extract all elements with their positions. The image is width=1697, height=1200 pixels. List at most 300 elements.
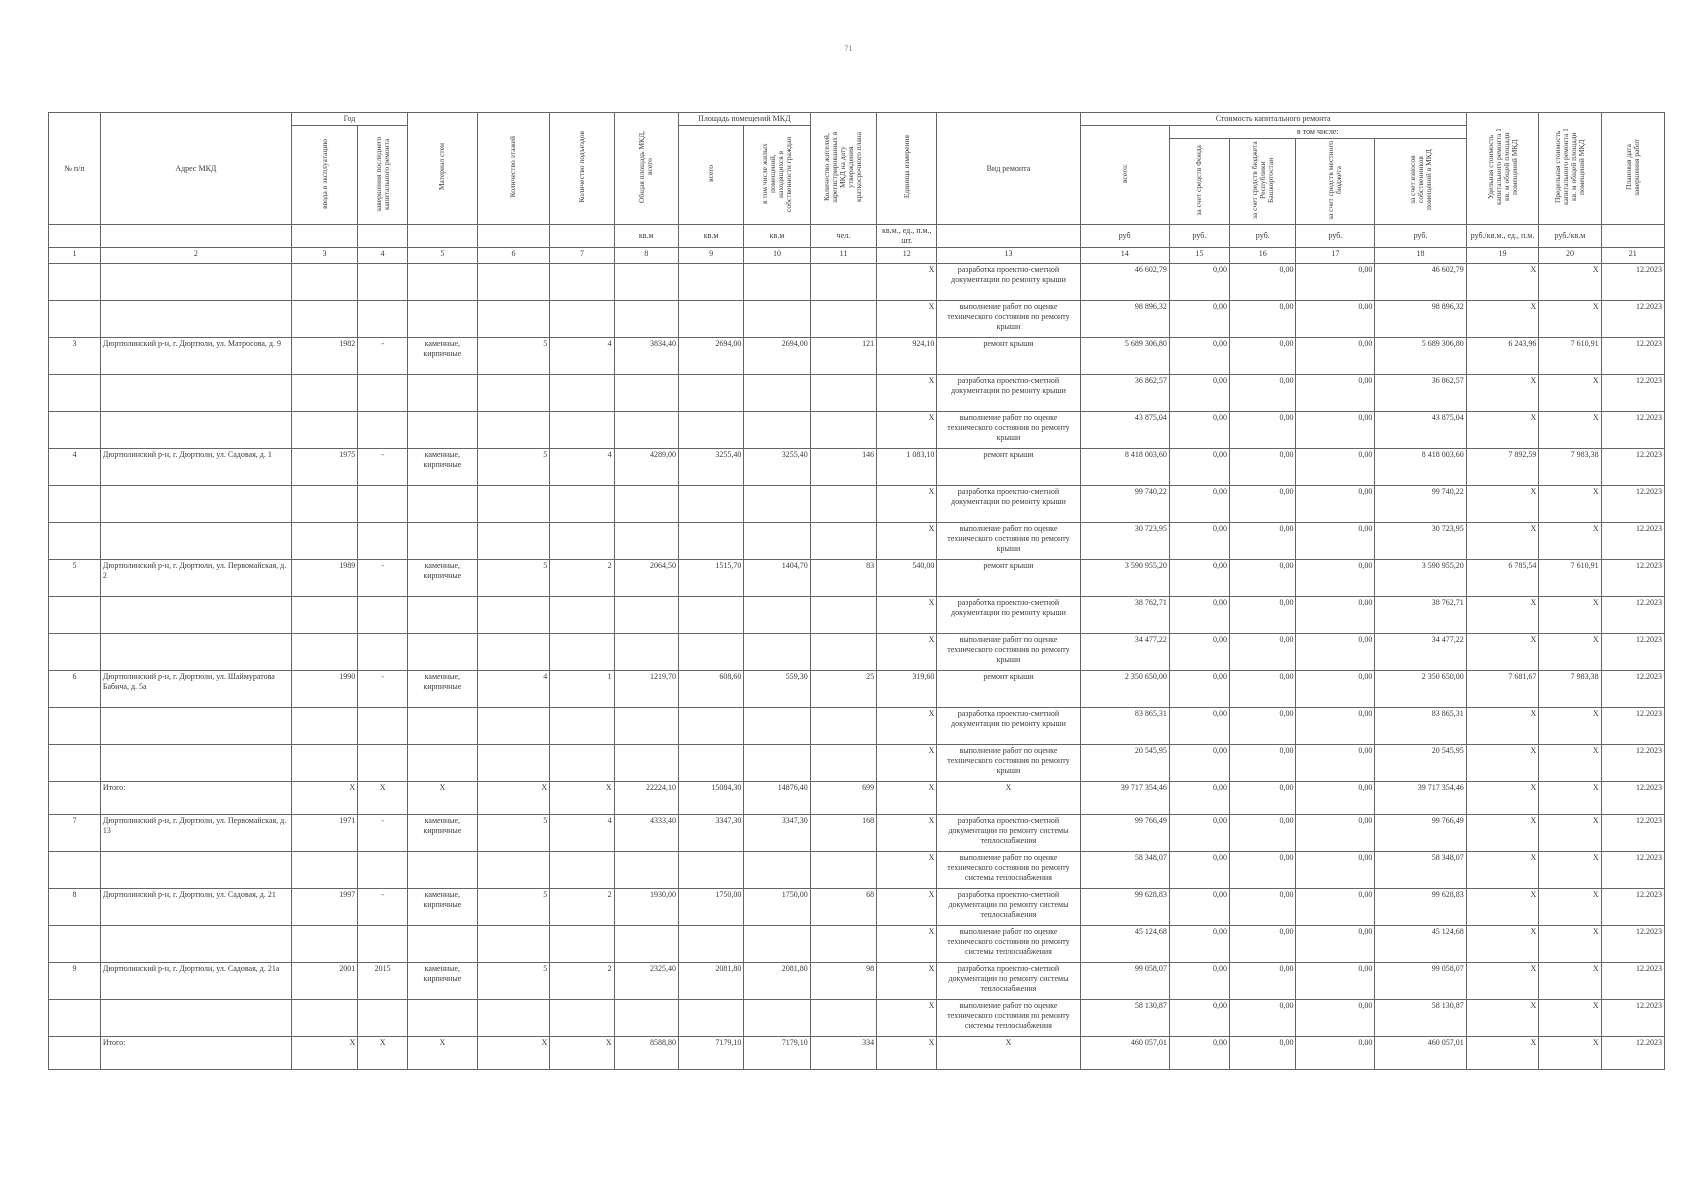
total-area-cell bbox=[614, 1000, 678, 1037]
plan-date-cell: 12.2023 bbox=[1601, 486, 1664, 523]
cost-local-cell: 0,00 bbox=[1296, 926, 1375, 963]
unit-cell: X bbox=[877, 963, 937, 1000]
area-all-cell bbox=[678, 412, 743, 449]
cost-fund-cell: 0,00 bbox=[1169, 412, 1229, 449]
cost-total-cell: 38 762,71 bbox=[1080, 597, 1169, 634]
address-cell bbox=[100, 745, 291, 782]
cost-republic-cell: 0,00 bbox=[1230, 782, 1296, 815]
table-row bbox=[49, 926, 1665, 963]
area-all-cell: 1750,00 bbox=[678, 889, 743, 926]
residents-cell bbox=[810, 926, 876, 963]
max-cost-cell: X bbox=[1539, 264, 1601, 301]
row-number-cell: 6 bbox=[49, 671, 101, 708]
area-all-cell bbox=[678, 745, 743, 782]
cost-owners-cell: 8 418 003,60 bbox=[1375, 449, 1466, 486]
work-type-cell: выполнение работ по оценке технического состояния по ремонту системы теплоснабжения bbox=[937, 852, 1080, 889]
area-all-cell bbox=[678, 264, 743, 301]
total-area-cell: 4289,00 bbox=[614, 449, 678, 486]
header-no: № п/п bbox=[49, 113, 101, 225]
header-cost-total: всего: bbox=[1080, 126, 1169, 225]
cost-total-cell: 58 348,07 bbox=[1080, 852, 1169, 889]
year-last-repair-cell: - bbox=[358, 449, 408, 486]
entrances-cell: X bbox=[550, 1037, 614, 1070]
floors-cell bbox=[477, 597, 550, 634]
cost-total-cell: 99 766,49 bbox=[1080, 815, 1169, 852]
plan-date-cell: 12.2023 bbox=[1601, 708, 1664, 745]
total-area-cell: 8588,80 bbox=[614, 1037, 678, 1070]
unit-cost-cell: X bbox=[1466, 708, 1539, 745]
unit-cell: руб./кв.м bbox=[1539, 225, 1601, 248]
max-cost-cell: X bbox=[1539, 375, 1601, 412]
entrances-cell: 4 bbox=[550, 449, 614, 486]
wall-material-cell bbox=[408, 852, 478, 889]
unit-cell: X bbox=[877, 708, 937, 745]
unit-cell: руб. bbox=[1375, 225, 1466, 248]
unit-cell: кв.м., ед., п.м., шт. bbox=[877, 225, 937, 248]
floors-cell bbox=[477, 745, 550, 782]
total-area-cell bbox=[614, 745, 678, 782]
cost-owners-cell: 34 477,22 bbox=[1375, 634, 1466, 671]
unit-cell: чел. bbox=[810, 225, 876, 248]
cost-fund-cell: 0,00 bbox=[1169, 560, 1229, 597]
row-number-cell bbox=[49, 375, 101, 412]
area-residential-cell bbox=[744, 375, 810, 412]
work-type-cell: разработка проектно-сметной документации по ремонту крыши bbox=[937, 375, 1080, 412]
plan-date-cell: 12.2023 bbox=[1601, 597, 1664, 634]
year-commission-cell bbox=[291, 301, 357, 338]
residents-cell: 68 bbox=[810, 889, 876, 926]
cost-fund-cell: 0,00 bbox=[1169, 375, 1229, 412]
address-cell bbox=[100, 852, 291, 889]
cost-total-cell: 3 590 955,20 bbox=[1080, 560, 1169, 597]
entrances-cell bbox=[550, 264, 614, 301]
cost-total-cell: 36 862,57 bbox=[1080, 375, 1169, 412]
table-row bbox=[49, 634, 1665, 671]
plan-date-cell: 12.2023 bbox=[1601, 815, 1664, 852]
year-last-repair-cell bbox=[358, 486, 408, 523]
cost-local-cell: 0,00 bbox=[1296, 597, 1375, 634]
unit-cell: X bbox=[877, 264, 937, 301]
area-residential-cell bbox=[744, 412, 810, 449]
entrances-cell bbox=[550, 597, 614, 634]
entrances-cell bbox=[550, 523, 614, 560]
column-numbers-row bbox=[49, 248, 1665, 264]
plan-date-cell: 12.2023 bbox=[1601, 745, 1664, 782]
wall-material-cell bbox=[408, 1000, 478, 1037]
floors-cell bbox=[477, 264, 550, 301]
table-row bbox=[49, 375, 1665, 412]
address-cell bbox=[100, 926, 291, 963]
floors-cell: 5 bbox=[477, 338, 550, 375]
wall-material-cell bbox=[408, 745, 478, 782]
cost-local-cell: 0,00 bbox=[1296, 301, 1375, 338]
cost-owners-cell: 46 602,79 bbox=[1375, 264, 1466, 301]
column-number-cell: 7 bbox=[550, 248, 614, 264]
floors-cell bbox=[477, 926, 550, 963]
max-cost-cell: 7 983,38 bbox=[1539, 449, 1601, 486]
total-area-cell bbox=[614, 634, 678, 671]
cost-local-cell: 0,00 bbox=[1296, 889, 1375, 926]
column-number-cell: 4 bbox=[358, 248, 408, 264]
row-number-cell bbox=[49, 486, 101, 523]
address-cell bbox=[100, 708, 291, 745]
area-all-cell: 1515,70 bbox=[678, 560, 743, 597]
table-row bbox=[49, 560, 1665, 597]
cost-republic-cell: 0,00 bbox=[1230, 708, 1296, 745]
max-cost-cell: X bbox=[1539, 708, 1601, 745]
area-all-cell bbox=[678, 301, 743, 338]
row-number-cell bbox=[49, 852, 101, 889]
cost-total-cell: 98 896,32 bbox=[1080, 301, 1169, 338]
unit-cost-cell: X bbox=[1466, 889, 1539, 926]
wall-material-cell: каменные, кирпичные bbox=[408, 889, 478, 926]
floors-cell: 5 bbox=[477, 963, 550, 1000]
year-last-repair-cell: 2015 bbox=[358, 963, 408, 1000]
year-last-repair-cell bbox=[358, 375, 408, 412]
max-cost-cell: X bbox=[1539, 597, 1601, 634]
entrances-cell: 4 bbox=[550, 815, 614, 852]
plan-date-cell: 12.2023 bbox=[1601, 1000, 1664, 1037]
cost-fund-cell: 0,00 bbox=[1169, 264, 1229, 301]
cost-total-cell: 99 628,83 bbox=[1080, 889, 1169, 926]
column-number-cell: 18 bbox=[1375, 248, 1466, 264]
area-residential-cell: 1750,00 bbox=[744, 889, 810, 926]
column-number-cell: 1 bbox=[49, 248, 101, 264]
residents-cell bbox=[810, 597, 876, 634]
entrances-cell: 1 bbox=[550, 671, 614, 708]
unit-cell: X bbox=[877, 926, 937, 963]
total-area-cell bbox=[614, 412, 678, 449]
residents-cell bbox=[810, 486, 876, 523]
residents-cell bbox=[810, 708, 876, 745]
year-last-repair-cell bbox=[358, 745, 408, 782]
max-cost-cell: X bbox=[1539, 852, 1601, 889]
page-number: 71 bbox=[844, 44, 853, 53]
entrances-cell bbox=[550, 301, 614, 338]
unit-cost-cell: X bbox=[1466, 1037, 1539, 1070]
floors-cell: 5 bbox=[477, 889, 550, 926]
header-unit-cost: Удельная стоимость капитального ремонта 1 кв. м общей площади помещений МКД bbox=[1466, 113, 1539, 225]
total-area-cell: 2064,50 bbox=[614, 560, 678, 597]
cost-fund-cell: 0,00 bbox=[1169, 926, 1229, 963]
residents-cell: 168 bbox=[810, 815, 876, 852]
cost-local-cell: 0,00 bbox=[1296, 1037, 1375, 1070]
cost-total-cell: 2 350 650,00 bbox=[1080, 671, 1169, 708]
area-all-cell: 2081,80 bbox=[678, 963, 743, 1000]
address-cell: Итого: bbox=[100, 782, 291, 815]
work-type-cell: разработка проектно-сметной документации по ремонту системы теплоснабжения bbox=[937, 889, 1080, 926]
cost-fund-cell: 0,00 bbox=[1169, 1037, 1229, 1070]
plan-date-cell: 12.2023 bbox=[1601, 671, 1664, 708]
area-all-cell: 15084,30 bbox=[678, 782, 743, 815]
address-cell bbox=[100, 375, 291, 412]
row-number-cell bbox=[49, 708, 101, 745]
cost-total-cell: 5 689 306,80 bbox=[1080, 338, 1169, 375]
cost-owners-cell: 43 875,04 bbox=[1375, 412, 1466, 449]
cost-fund-cell: 0,00 bbox=[1169, 634, 1229, 671]
work-type-cell: X bbox=[937, 1037, 1080, 1070]
cost-fund-cell: 0,00 bbox=[1169, 597, 1229, 634]
column-number-cell: 9 bbox=[678, 248, 743, 264]
header-residents: Количество жителей, зарегистрированных в МКД на дату утверждения краткосрочного плана bbox=[810, 113, 876, 225]
column-number-cell: 10 bbox=[744, 248, 810, 264]
year-commission-cell: 1989 bbox=[291, 560, 357, 597]
unit-cell: X bbox=[877, 375, 937, 412]
cost-total-cell: 99 058,07 bbox=[1080, 963, 1169, 1000]
cost-total-cell: 8 418 003,60 bbox=[1080, 449, 1169, 486]
area-all-cell bbox=[678, 523, 743, 560]
total-area-cell bbox=[614, 926, 678, 963]
work-type-cell: ремонт крыши bbox=[937, 338, 1080, 375]
header-year-last-repair: завершения последнего капитального ремонта bbox=[358, 126, 408, 225]
wall-material-cell: каменные, кирпичные bbox=[408, 449, 478, 486]
entrances-cell: 4 bbox=[550, 338, 614, 375]
area-all-cell bbox=[678, 926, 743, 963]
table-row bbox=[49, 486, 1665, 523]
residents-cell bbox=[810, 634, 876, 671]
wall-material-cell bbox=[408, 264, 478, 301]
address-cell: Дюртюлинский р-н, г. Дюртюли, ул. Садовая, д. 21а bbox=[100, 963, 291, 1000]
cost-local-cell: 0,00 bbox=[1296, 264, 1375, 301]
unit-cost-cell: X bbox=[1466, 745, 1539, 782]
area-residential-cell bbox=[744, 264, 810, 301]
area-all-cell bbox=[678, 708, 743, 745]
unit-cell: X bbox=[877, 412, 937, 449]
year-commission-cell bbox=[291, 412, 357, 449]
table-row bbox=[49, 264, 1665, 301]
entrances-cell bbox=[550, 745, 614, 782]
table-row bbox=[49, 852, 1665, 889]
floors-cell bbox=[477, 523, 550, 560]
plan-date-cell: 12.2023 bbox=[1601, 449, 1664, 486]
work-type-cell: ремонт крыши bbox=[937, 671, 1080, 708]
column-number-cell: 11 bbox=[810, 248, 876, 264]
floors-cell bbox=[477, 375, 550, 412]
year-commission-cell: X bbox=[291, 1037, 357, 1070]
year-commission-cell bbox=[291, 375, 357, 412]
address-cell bbox=[100, 412, 291, 449]
floors-cell bbox=[477, 852, 550, 889]
cost-republic-cell: 0,00 bbox=[1230, 634, 1296, 671]
row-number-cell bbox=[49, 926, 101, 963]
address-cell bbox=[100, 523, 291, 560]
cost-local-cell: 0,00 bbox=[1296, 815, 1375, 852]
residents-cell bbox=[810, 375, 876, 412]
entrances-cell: 2 bbox=[550, 963, 614, 1000]
total-area-cell bbox=[614, 264, 678, 301]
entrances-cell bbox=[550, 634, 614, 671]
column-number-cell: 8 bbox=[614, 248, 678, 264]
area-residential-cell bbox=[744, 708, 810, 745]
header-year-commission: ввода в эксплуатацию bbox=[291, 126, 357, 225]
header-year-group: Год bbox=[291, 113, 407, 126]
area-residential-cell: 7179,10 bbox=[744, 1037, 810, 1070]
cost-owners-cell: 99 766,49 bbox=[1375, 815, 1466, 852]
area-residential-cell bbox=[744, 597, 810, 634]
floors-cell bbox=[477, 301, 550, 338]
header-entrances: Количество подъездов bbox=[550, 113, 614, 225]
total-area-cell bbox=[614, 375, 678, 412]
max-cost-cell: X bbox=[1539, 1037, 1601, 1070]
entrances-cell bbox=[550, 852, 614, 889]
cost-fund-cell: 0,00 bbox=[1169, 523, 1229, 560]
cost-republic-cell: 0,00 bbox=[1230, 889, 1296, 926]
year-commission-cell bbox=[291, 597, 357, 634]
address-cell: Дюртюлинский р-н, г. Дюртюли, ул. Шаймуратова Бабича, д. 5а bbox=[100, 671, 291, 708]
plan-date-cell: 12.2023 bbox=[1601, 301, 1664, 338]
column-number-cell: 13 bbox=[937, 248, 1080, 264]
unit-cell: X bbox=[877, 301, 937, 338]
area-residential-cell: 3347,30 bbox=[744, 815, 810, 852]
cost-fund-cell: 0,00 bbox=[1169, 486, 1229, 523]
row-number-cell: 8 bbox=[49, 889, 101, 926]
year-last-repair-cell: X bbox=[358, 782, 408, 815]
work-type-cell: выполнение работ по оценке технического состояния по ремонту крыши bbox=[937, 301, 1080, 338]
unit-cost-cell: X bbox=[1466, 375, 1539, 412]
unit-cell: X bbox=[877, 889, 937, 926]
cost-republic-cell: 0,00 bbox=[1230, 963, 1296, 1000]
cost-total-cell: 39 717 354,46 bbox=[1080, 782, 1169, 815]
unit-cost-cell: X bbox=[1466, 782, 1539, 815]
total-area-cell bbox=[614, 486, 678, 523]
cost-owners-cell: 83 865,31 bbox=[1375, 708, 1466, 745]
unit-cell: руб. bbox=[1230, 225, 1296, 248]
cost-republic-cell: 0,00 bbox=[1230, 1037, 1296, 1070]
floors-cell bbox=[477, 708, 550, 745]
max-cost-cell: X bbox=[1539, 926, 1601, 963]
address-cell bbox=[100, 1000, 291, 1037]
table-body bbox=[49, 264, 1665, 1070]
wall-material-cell: каменные, кирпичные bbox=[408, 815, 478, 852]
column-number-cell: 12 bbox=[877, 248, 937, 264]
unit-cost-cell: X bbox=[1466, 926, 1539, 963]
residents-cell bbox=[810, 412, 876, 449]
table-row bbox=[49, 301, 1665, 338]
area-all-cell: 608,60 bbox=[678, 671, 743, 708]
row-number-cell: 4 bbox=[49, 449, 101, 486]
max-cost-cell: 7 983,38 bbox=[1539, 671, 1601, 708]
address-cell bbox=[100, 597, 291, 634]
year-commission-cell: 1990 bbox=[291, 671, 357, 708]
address-cell bbox=[100, 301, 291, 338]
max-cost-cell: X bbox=[1539, 412, 1601, 449]
year-commission-cell: X bbox=[291, 782, 357, 815]
plan-date-cell: 12.2023 bbox=[1601, 852, 1664, 889]
floors-cell bbox=[477, 412, 550, 449]
cost-local-cell: 0,00 bbox=[1296, 671, 1375, 708]
area-all-cell: 2694,00 bbox=[678, 338, 743, 375]
area-residential-cell bbox=[744, 523, 810, 560]
column-number-cell: 16 bbox=[1230, 248, 1296, 264]
cost-local-cell: 0,00 bbox=[1296, 560, 1375, 597]
header-cost-group: Стоимость капитального ремонта bbox=[1080, 113, 1466, 126]
floors-cell: X bbox=[477, 782, 550, 815]
area-all-cell bbox=[678, 1000, 743, 1037]
work-type-cell: выполнение работ по оценке технического состояния по ремонту крыши bbox=[937, 745, 1080, 782]
year-commission-cell bbox=[291, 926, 357, 963]
area-residential-cell bbox=[744, 852, 810, 889]
year-last-repair-cell: - bbox=[358, 671, 408, 708]
wall-material-cell bbox=[408, 523, 478, 560]
cost-total-cell: 460 057,01 bbox=[1080, 1037, 1169, 1070]
entrances-cell: 2 bbox=[550, 889, 614, 926]
max-cost-cell: 7 610,91 bbox=[1539, 338, 1601, 375]
cost-fund-cell: 0,00 bbox=[1169, 338, 1229, 375]
year-commission-cell bbox=[291, 1000, 357, 1037]
table-row bbox=[49, 412, 1665, 449]
header-work-type: Вид ремонта bbox=[937, 113, 1080, 225]
unit-cell: X bbox=[877, 782, 937, 815]
total-area-cell bbox=[614, 708, 678, 745]
cost-local-cell: 0,00 bbox=[1296, 963, 1375, 1000]
entrances-cell bbox=[550, 708, 614, 745]
cost-republic-cell: 0,00 bbox=[1230, 523, 1296, 560]
area-residential-cell bbox=[744, 1000, 810, 1037]
column-number-cell: 21 bbox=[1601, 248, 1664, 264]
cost-total-cell: 58 130,87 bbox=[1080, 1000, 1169, 1037]
table-row bbox=[49, 1000, 1665, 1037]
residents-cell bbox=[810, 523, 876, 560]
residents-cell: 98 bbox=[810, 963, 876, 1000]
cost-local-cell: 0,00 bbox=[1296, 745, 1375, 782]
header-fund: за счет средств Фонда bbox=[1169, 139, 1229, 225]
cost-local-cell: 0,00 bbox=[1296, 412, 1375, 449]
header-premises-area-group: Площадь помещений МКД bbox=[678, 113, 810, 126]
total-area-cell bbox=[614, 301, 678, 338]
row-number-cell bbox=[49, 1000, 101, 1037]
cost-owners-cell: 38 762,71 bbox=[1375, 597, 1466, 634]
area-residential-cell bbox=[744, 634, 810, 671]
unit-cell: 924,10 bbox=[877, 338, 937, 375]
year-last-repair-cell: X bbox=[358, 1037, 408, 1070]
area-all-cell bbox=[678, 597, 743, 634]
cost-owners-cell: 98 896,32 bbox=[1375, 301, 1466, 338]
address-cell: Итого: bbox=[100, 1037, 291, 1070]
row-number-cell bbox=[49, 745, 101, 782]
work-type-cell: выполнение работ по оценке технического состояния по ремонту крыши bbox=[937, 634, 1080, 671]
year-last-repair-cell bbox=[358, 926, 408, 963]
cost-local-cell: 0,00 bbox=[1296, 634, 1375, 671]
unit-cost-cell: X bbox=[1466, 412, 1539, 449]
unit-cell: руб./кв.м., ед., п.м. bbox=[1466, 225, 1539, 248]
cost-republic-cell: 0,00 bbox=[1230, 560, 1296, 597]
header-local: за счет средств местного бюджета bbox=[1296, 139, 1375, 225]
cost-republic-cell: 0,00 bbox=[1230, 671, 1296, 708]
column-number-cell: 3 bbox=[291, 248, 357, 264]
address-cell: Дюртюлинский р-н, г. Дюртюли, ул. Матросова, д. 9 bbox=[100, 338, 291, 375]
cost-owners-cell: 58 130,87 bbox=[1375, 1000, 1466, 1037]
year-last-repair-cell bbox=[358, 523, 408, 560]
plan-date-cell: 12.2023 bbox=[1601, 963, 1664, 1000]
year-commission-cell bbox=[291, 523, 357, 560]
residents-cell bbox=[810, 852, 876, 889]
work-type-cell: разработка проектно-сметной документации по ремонту системы теплоснабжения bbox=[937, 963, 1080, 1000]
cost-local-cell: 0,00 bbox=[1296, 375, 1375, 412]
address-cell: Дюртюлинский р-н, г. Дюртюли, ул. Первомайская, д. 13 bbox=[100, 815, 291, 852]
wall-material-cell bbox=[408, 634, 478, 671]
header-max-cost: Предельная стоимость капитального ремонта 1 кв. м общей площади помещений МКД bbox=[1539, 113, 1601, 225]
year-last-repair-cell bbox=[358, 708, 408, 745]
cost-republic-cell: 0,00 bbox=[1230, 486, 1296, 523]
plan-date-cell: 12.2023 bbox=[1601, 782, 1664, 815]
work-type-cell: разработка проектно-сметной документации по ремонту крыши bbox=[937, 708, 1080, 745]
plan-date-cell: 12.2023 bbox=[1601, 412, 1664, 449]
cost-owners-cell: 460 057,01 bbox=[1375, 1037, 1466, 1070]
cost-republic-cell: 0,00 bbox=[1230, 852, 1296, 889]
table-row bbox=[49, 523, 1665, 560]
year-last-repair-cell: - bbox=[358, 815, 408, 852]
column-number-cell: 20 bbox=[1539, 248, 1601, 264]
